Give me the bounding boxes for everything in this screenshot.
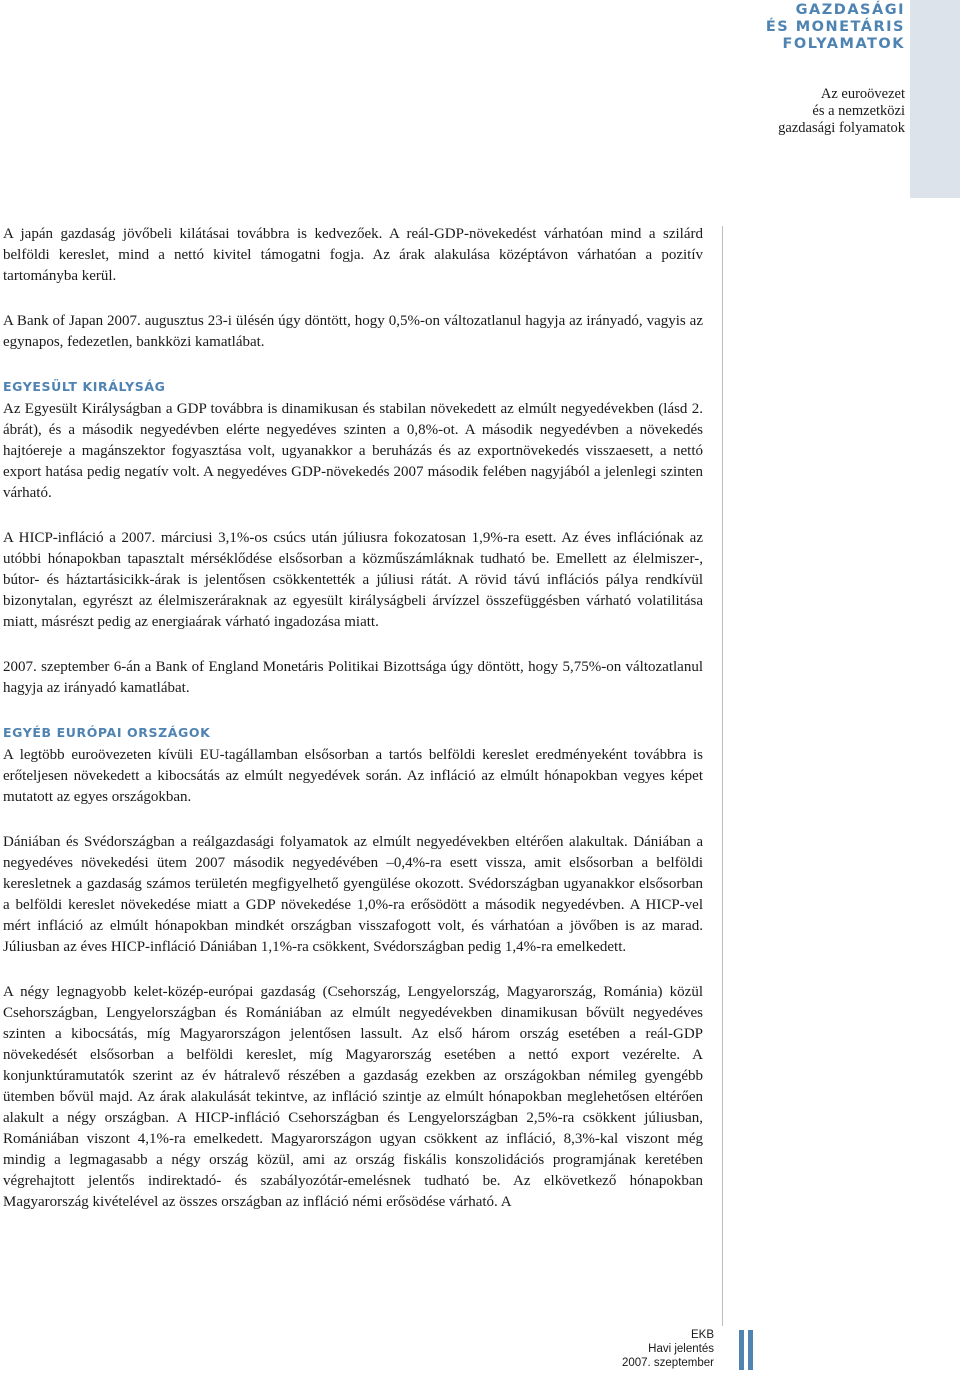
header-section-title (766, 2, 905, 53)
heading-other-european-countries: EGYÉB EURÓPAI ORSZÁGOK (3, 725, 211, 740)
footer-publication-title: Havi jelentés (648, 1343, 714, 1355)
paragraph-central-eastern-europe: A négy legnagyobb kelet-közép-európai gazdaság (Csehország, Lengyelország, Magyarország, Románia) közül Csehországban, Lengyelországban és Romániában az elmúlt negyedévekben dinamikusan bővült negyedéves szinten a kibocsátás, míg Magyarországon jelentősen lassult. Az első három ország esetében a reál-GDP növekedését elsősorban a belföldi kereslet, míg Magyarország esetében a nettó export vezérelte. A konjunktúramutatók szerint az év hátralevő részében a gazdaság ezekben az országokban némileg gyengébb ütemben bővül majd. Az árak alakulását tekintve, az infláció szintje az elmúlt hónapokban meglehetősen eltérően alakult a négy országban. A HICP-infláció Csehországban és Lengyelországban 2,5%-ra csökkent júliusban, Romániában viszont 4,1%-ra emelkedett. Magyarországon ugyan csökkent az infláció, 8,3%-kal viszont még mindig a legmagasabb a négy ország közül, ami az ország fiskális konszolidációs programjának keretében végrehajtott jelentős indirektadó- és szabályozótár-emelésnek tudható be. Az elkövetkező hónapokban Magyarország kivételével az összes országban az infláció némi erősödése várható. A (3, 984, 703, 1210)
header-subtitle-line-1: Az euroövezet (820, 86, 905, 102)
paragraph-bank-of-japan: A Bank of Japan 2007. augusztus 23-i ülésén úgy döntött, hogy 0,5%-on változatlanul hagyja az irányadó, vagyis az egynapos, fedezetlen, bankközi kamatlábat. (3, 313, 703, 350)
header-title-line-2: ÉS MONETÁRIS (765, 19, 905, 35)
paragraph-uk-gdp: Az Egyesült Királyságban a GDP továbbra is dinamikusan és stabilan növekedett az elmúlt negyedévekben (lásd 2. ábrát), és a második negyedévben elérte negyedéves szinten a 0,8%-ot. A második negyedévben a növekedés hajtóereje a magánszektor fogyasztása volt, ugyanakkor a beruházás és az exportnövekedés visszaesett, a nettó export hatása pedig negatív volt. A negyedéves GDP-növekedés 2007 második felében nagyjából a jelenlegi szinten várható. (3, 401, 703, 501)
paragraph-denmark-sweden: Dániában és Svédországban a reálgazdasági folyamatok az elmúlt negyedévekben eltérően alakultak. Dániában a negyedéves növekedési ütem 2007 második negyedévében –0,4%-ra esett vissza, amit elsősorban a belföldi keresletnek a gazdaság számos területén megfigyelhető gyengülése okozott. Svédországban ugyanakkor elsősorban a belföldi kereslet növekedése miatt a GDP növekedése 1,0%-ra erősödött a második negyedévben. A HICP-vel mért infláció az elmúlt hónapokban mindkét országban visszafogott volt, és várhatóan a jövőben is az marad. Júliusban az éves HICP-infláció Dániában 1,1%-ra csökkent, Svédországban pedig 1,4%-ra emelkedett. (3, 834, 703, 955)
header-title-line-3: FOLYAMATOK (782, 36, 905, 52)
footer-publication-date: 2007. szeptember (621, 1357, 714, 1369)
header-side-panel (910, 0, 960, 198)
paragraph-japan-outlook: A japán gazdaság jövőbeli kilátásai továbbra is kedvezőek. A reál-GDP-növekedést várhatóan mind a szilárd belföldi kereslet, mind a nettó kivitel támogatni fogja. Az árak alakulása középtávon várhatóan a pozitív tartományba kerül. (3, 226, 703, 284)
footer-publication-info (622, 1328, 714, 1370)
numeral-bar-2 (748, 1330, 753, 1370)
paragraph-non-euro-eu: A legtöbb euroövezeten kívüli EU-tagállamban elsősorban a tartós belföldi kereslet eredményeként továbbra is erőteljesen növekedett a kibocsátás az elmúlt negyedévek során. Az infláció az elmúlt hónapokban vegyes képet mutatott az egyes országokban. (3, 747, 703, 805)
vertical-divider (722, 226, 723, 1326)
header-subtitle-line-2: és a nemzetközi (812, 103, 905, 119)
page-number-roman-numeral (739, 1330, 763, 1370)
header-title-line-1: GAZDASÁGI (795, 2, 905, 18)
paragraph-uk-hicp: A HICP-infláció a 2007. márciusi 3,1%-os csúcs után júliusra fokozatosan 1,9%-ra esett. Az éves inflációnak az utóbbi hónapokban tapasztalt mérséklődése elsősorban a közműszámláknak tudható be. Emellett az élelmiszer-, bútor- és háztartásicikk-árak is jelentősen csökkentették a júliusi rátát. A rövid távú inflációs pálya rendkívül bizonytalan, egyrészt az élelmiszeráraknak az egyesült királyságbeli árvízzel összefüggésben várható volatilitása miatt, másrészt pedig az energiaárak várható ingadozása miatt. (3, 530, 703, 630)
numeral-bar-1 (739, 1330, 744, 1370)
header-subsection-title (778, 86, 905, 137)
header-subtitle-line-3: gazdasági folyamatok (778, 120, 905, 136)
heading-united-kingdom: EGYESÜLT KIRÁLYSÁG (3, 379, 166, 394)
footer-publisher: EKB (690, 1329, 714, 1341)
main-text-column (3, 224, 703, 1237)
paragraph-bank-of-england: 2007. szeptember 6-án a Bank of England Monetáris Politikai Bizottsága úgy döntött, hogy 5,75%-on változatlanul hagyja az irányadó kamatlábat. (3, 659, 703, 696)
